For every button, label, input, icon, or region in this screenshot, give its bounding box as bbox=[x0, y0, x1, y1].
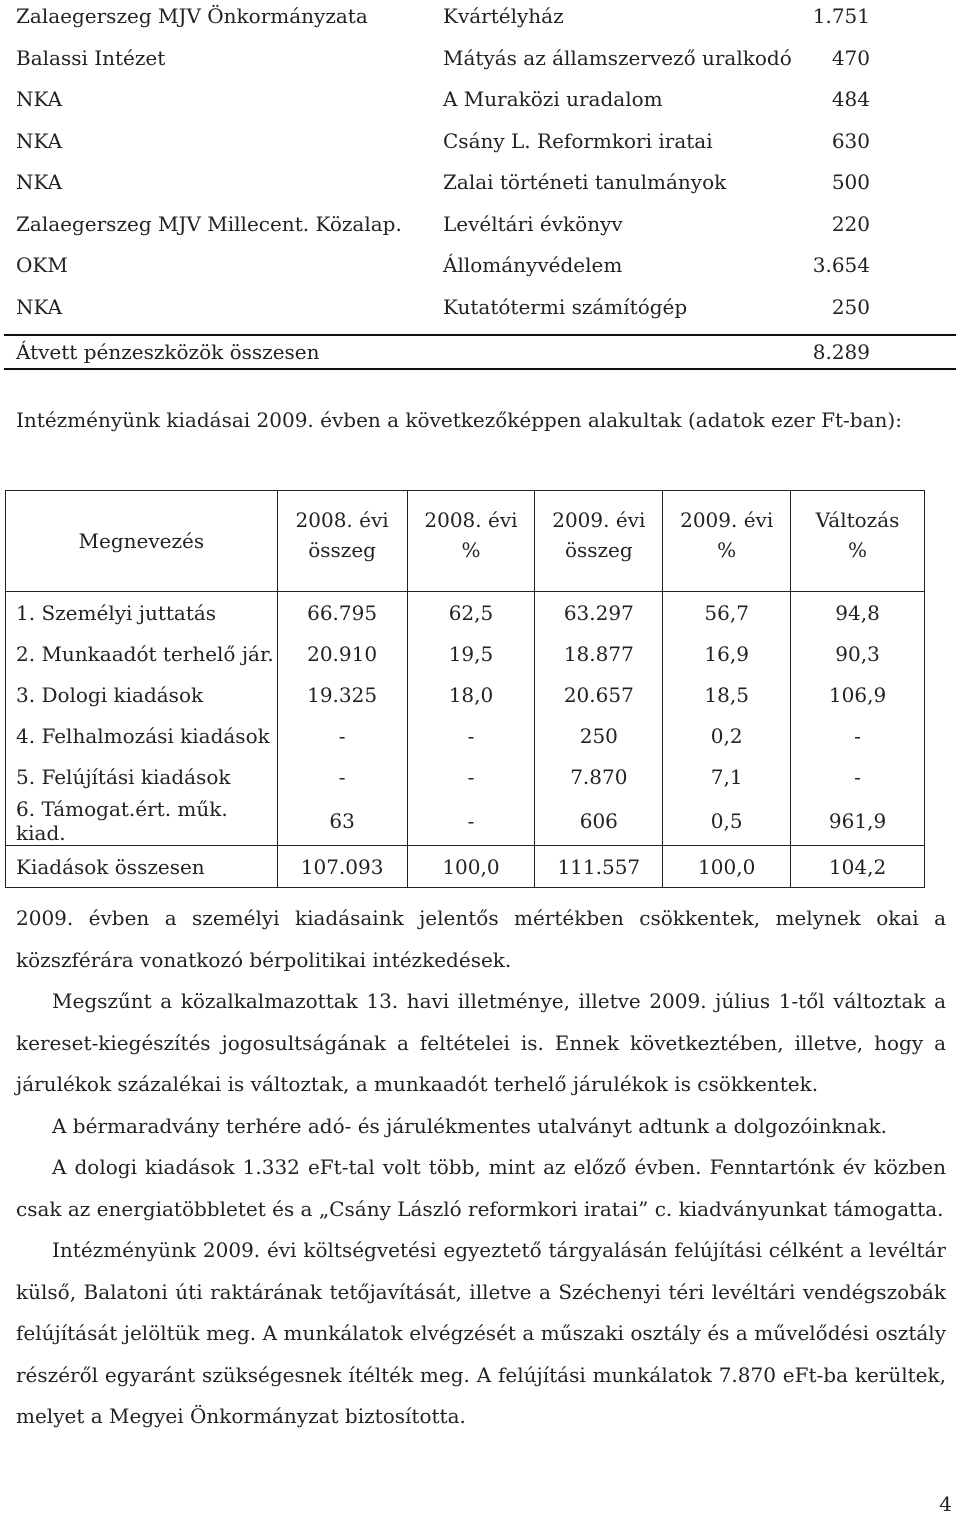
funding-row bbox=[16, 249, 958, 291]
table-row bbox=[6, 756, 925, 797]
cell-value: 20.910 bbox=[277, 633, 407, 674]
cell-value: 63 bbox=[277, 797, 407, 846]
paragraph: Intézményünk 2009. évi költségvetési egyeztető tárgyalásán felújítási célként a levéltár külső, Balatoni úti raktárának tetőjavítását, illetve a Széchenyi téri levéltári vendégszobák felújítását jelöltük meg. A munkálatok elvégzését a műszaki osztály és a művelődési osztály részéről egyaránt szükségesnek ítélték meg. A felújítási munkálatok 7.870 eFt-ba kerültek, melyet a Megyei Önkormányzat biztosította. bbox=[16, 1238, 946, 1428]
table-header-row bbox=[6, 491, 925, 592]
funding-source: NKA bbox=[16, 170, 63, 194]
funding-project: Zalai történeti tanulmányok bbox=[443, 170, 727, 194]
funding-row bbox=[16, 208, 958, 250]
funding-project: Állományvédelem bbox=[443, 253, 623, 277]
funding-source: OKM bbox=[16, 253, 68, 277]
cell-value: 100,0 bbox=[407, 846, 535, 888]
cell-name: Kiadások összesen bbox=[6, 846, 278, 888]
cell-value: - bbox=[407, 797, 535, 846]
cell-name: 2. Munkaadót terhelő jár. bbox=[6, 633, 278, 674]
cell-value: 18,5 bbox=[663, 674, 791, 715]
cell-value: 63.297 bbox=[535, 592, 663, 634]
cell-value: - bbox=[277, 756, 407, 797]
header-2009-percent bbox=[663, 491, 791, 592]
header-2009-amount bbox=[535, 491, 663, 592]
funding-amount: 630 bbox=[831, 128, 870, 153]
expenses-intro: Intézményünk kiadásai 2009. évben a következőképpen alakultak (adatok ezer Ft-ban): bbox=[16, 408, 902, 432]
expenses-table bbox=[5, 490, 925, 888]
cell-value: 7,1 bbox=[663, 756, 791, 797]
cell-value: 0,2 bbox=[663, 715, 791, 756]
funding-source: Zalaegerszeg MJV Millecent. Közalap. bbox=[16, 211, 402, 236]
funding-row bbox=[16, 166, 958, 208]
funding-row bbox=[16, 125, 958, 167]
funding-amount: 470 bbox=[831, 45, 870, 70]
cell-value: 107.093 bbox=[277, 846, 407, 888]
funding-project: Levéltári évkönyv bbox=[443, 211, 623, 236]
cell-value: 0,5 bbox=[663, 797, 791, 846]
header-change-percent bbox=[791, 491, 925, 592]
cell-value: 18,0 bbox=[407, 674, 535, 715]
cell-value: 19.325 bbox=[277, 674, 407, 715]
funding-total-row bbox=[4, 334, 956, 370]
funding-table bbox=[16, 0, 958, 332]
cell-value: 7.870 bbox=[535, 756, 663, 797]
cell-name: 4. Felhalmozási kiadások bbox=[6, 715, 278, 756]
cell-value: - bbox=[407, 756, 535, 797]
funding-row bbox=[16, 291, 958, 333]
cell-value: 250 bbox=[535, 715, 663, 756]
cell-name: 6. Támogat.ért. műk. kiad. bbox=[6, 797, 278, 846]
funding-amount: 250 bbox=[831, 294, 870, 319]
funding-project: Kutatótermi számítógép bbox=[443, 294, 688, 319]
funding-project: Csány L. Reformkori iratai bbox=[443, 128, 713, 153]
table-total-row bbox=[6, 846, 925, 888]
paragraph: A dologi kiadások 1.332 eFt-tal volt több, mint az előző évben. Fenntartónk év közben csak az energiatöbbletet és a „Csány László reformkori iratai” c. kiadványunkat támogatta. bbox=[16, 1155, 946, 1221]
cell-value: 961,9 bbox=[791, 797, 925, 846]
cell-value: 100,0 bbox=[663, 846, 791, 888]
cell-value: 606 bbox=[535, 797, 663, 846]
header-2008-percent bbox=[407, 491, 535, 592]
funding-source: NKA bbox=[16, 87, 63, 111]
cell-value: - bbox=[277, 715, 407, 756]
cell-value: 104,2 bbox=[791, 846, 925, 888]
header-text: % bbox=[461, 538, 481, 562]
funding-amount: 3.654 bbox=[812, 253, 870, 277]
paragraph: 2009. évben a személyi kiadásaink jelentős mértékben csökkentek, melynek okai a közszférára vonatkozó bérpolitikai intézkedések. bbox=[16, 906, 946, 972]
header-2008-amount bbox=[277, 491, 407, 592]
table-row bbox=[6, 674, 925, 715]
cell-value: 94,8 bbox=[791, 592, 925, 634]
funding-project: Mátyás az államszervező uralkodó bbox=[443, 45, 792, 70]
table-row bbox=[6, 592, 925, 634]
paragraph: Megszűnt a közalkalmazottak 13. havi illetménye, illetve 2009. július 1-től változtak a kereset-kiegészítés jogosultságának a feltételei is. Ennek következtében, illetve, hogy a járulékok százalékai is változtak, a munkaadót terhelő járulékok is csökkentek. bbox=[16, 989, 946, 1096]
funding-amount: 220 bbox=[831, 211, 870, 236]
table-row bbox=[6, 715, 925, 756]
header-text: Változás bbox=[815, 508, 900, 532]
header-text: összeg bbox=[564, 538, 633, 562]
header-text: összeg bbox=[308, 538, 376, 562]
funding-source: Balassi Intézet bbox=[16, 45, 166, 70]
cell-value: 90,3 bbox=[791, 633, 925, 674]
funding-amount: 1.751 bbox=[812, 4, 870, 28]
funding-amount: 500 bbox=[831, 170, 870, 194]
cell-value: - bbox=[791, 756, 925, 797]
header-name: Megnevezés bbox=[6, 491, 278, 592]
funding-project: Kvártélyház bbox=[443, 4, 564, 28]
header-text: % bbox=[848, 538, 868, 562]
funding-source: NKA bbox=[16, 128, 63, 153]
page-number: 4 bbox=[939, 1492, 952, 1516]
cell-value: 19,5 bbox=[407, 633, 535, 674]
cell-name: 3. Dologi kiadások bbox=[6, 674, 278, 715]
funding-total-label: Átvett pénzeszközök összesen bbox=[16, 340, 320, 364]
paragraph: A bérmaradvány terhére adó- és járulékmentes utalványt adtunk a dolgozóinknak. bbox=[52, 1113, 887, 1138]
table-row bbox=[6, 797, 925, 846]
body-text bbox=[16, 898, 946, 1438]
funding-row bbox=[16, 42, 958, 84]
header-text: 2009. évi bbox=[552, 508, 646, 532]
cell-value: 62,5 bbox=[407, 592, 535, 634]
header-text: 2008. évi bbox=[295, 508, 389, 532]
funding-row bbox=[16, 0, 958, 42]
cell-name: 1. Személyi juttatás bbox=[6, 592, 278, 634]
funding-total-amount: 8.289 bbox=[812, 340, 870, 364]
header-text: % bbox=[717, 538, 737, 562]
cell-value: 66.795 bbox=[277, 592, 407, 634]
cell-value: 20.657 bbox=[535, 674, 663, 715]
cell-value: 56,7 bbox=[663, 592, 791, 634]
header-text: 2009. évi bbox=[680, 508, 774, 532]
funding-source: NKA bbox=[16, 294, 63, 319]
funding-project: A Muraközi uradalom bbox=[443, 87, 663, 111]
cell-value: 16,9 bbox=[663, 633, 791, 674]
cell-value: - bbox=[407, 715, 535, 756]
header-text: 2008. évi bbox=[424, 508, 518, 532]
table-row bbox=[6, 633, 925, 674]
cell-name: 5. Felújítási kiadások bbox=[6, 756, 278, 797]
cell-value: 106,9 bbox=[791, 674, 925, 715]
cell-value: 18.877 bbox=[535, 633, 663, 674]
funding-source: Zalaegerszeg MJV Önkormányzata bbox=[16, 4, 368, 28]
cell-value: - bbox=[791, 715, 925, 756]
funding-row bbox=[16, 83, 958, 125]
cell-value: 111.557 bbox=[535, 846, 663, 888]
funding-amount: 484 bbox=[831, 87, 870, 111]
